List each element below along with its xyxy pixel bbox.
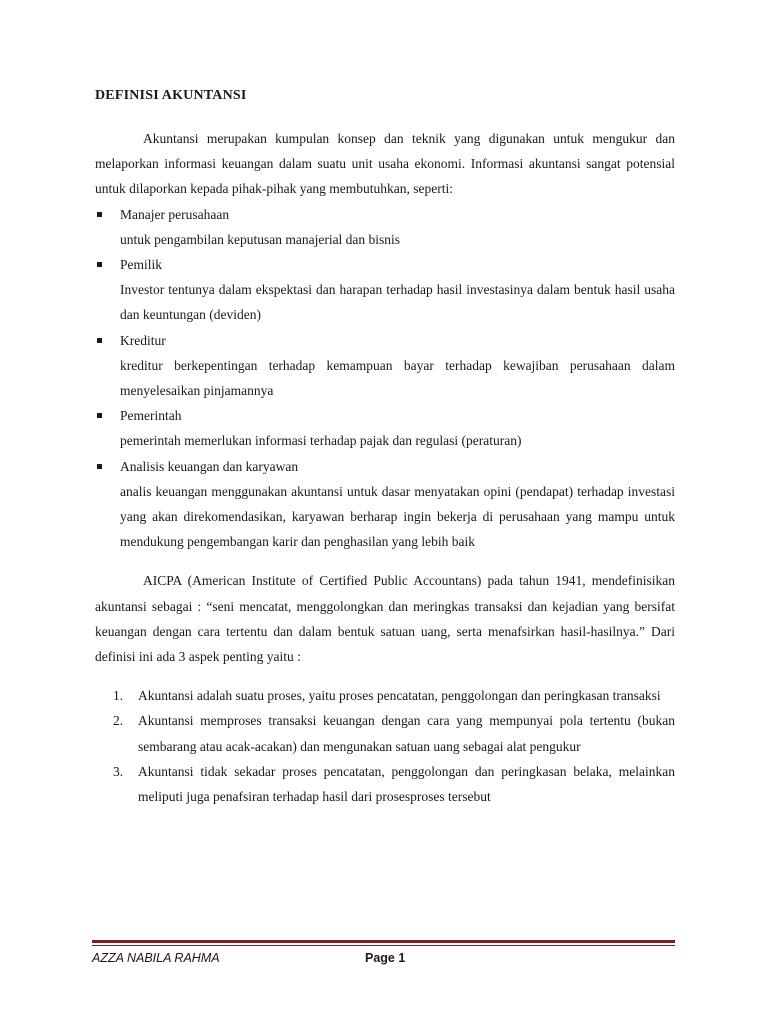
footer-author: AZZA NABILA RAHMA <box>92 951 220 965</box>
list-item-text: Akuntansi memproses transaksi keuangan dengan cara yang mempunyai pola tertentu (bukan sembarang atau acak-acakan) dan mengunakan satuan uang sebagai alat pengukur <box>138 713 675 754</box>
aicpa-paragraph: AICPA (American Institute of Certified Public Accountans) pada tahun 1941, mendefinisikan akuntansi sebagai : “seni mencatat, menggolongkan dan meringkas transaksi dan kejadian yang bersifat keuangan dengan cara tertentu dan dalam bentuk satuan uang, serta menafsirkan hasil-hasilnya.” Dari definisi ini ada 3 aspek penting yaitu : <box>95 573 675 665</box>
list-item <box>95 403 675 453</box>
list-number: 1. <box>113 688 124 704</box>
list-number: 3. <box>113 763 124 779</box>
list-item-title: Analisis keuangan dan karyawan <box>120 458 299 474</box>
list-item-description: analis keuangan menggunakan akuntansi untuk dasar menyatakan opini (pendapat) terhadap investasi yang akan direkomendasikan, karyawan berharap ingin bekerja di perusahaan yang mampu untuk mendukung pengembangan karir dan penghasilan yang lebih baik <box>120 483 675 550</box>
square-bullet-icon <box>97 262 102 267</box>
list-number: 2. <box>113 713 124 729</box>
page-title: DEFINISI AKUNTANSI <box>95 88 247 103</box>
list-item-text: Akuntansi adalah suatu proses, yaitu proses pencatatan, penggolongan dan peringkasan transaksi <box>138 688 661 704</box>
list-item-description: Investor tentunya dalam ekspektasi dan harapan terhadap hasil investasinya dalam bentuk hasil usaha dan keuntungan (deviden) <box>120 282 675 323</box>
list-item <box>95 683 675 708</box>
list-item-description: untuk pengambilan keputusan manajerial dan bisnis <box>120 231 401 247</box>
page-footer <box>92 940 675 971</box>
list-item-text: Akuntansi tidak sekadar proses pencatatan, penggolongan dan peringkasan belaka, melainkan meliputi juga penafsiran terhadap hasil dari prosesproses tersebut <box>138 763 675 805</box>
square-bullet-icon <box>97 464 102 469</box>
square-bullet-icon <box>97 212 102 217</box>
list-item-title: Pemilik <box>120 257 163 273</box>
list-item <box>95 708 675 758</box>
list-item-title: Manajer perusahaan <box>120 206 230 222</box>
list-item <box>95 454 675 555</box>
list-item <box>95 252 675 328</box>
list-item <box>95 328 675 404</box>
square-bullet-icon <box>97 413 102 418</box>
list-item-description: kreditur berkepentingan terhadap kemampuan bayar terhadap kewajiban perusahaan dalam menyelesaikan pinjamannya <box>120 357 675 399</box>
list-item-description: pemerintah memerlukan informasi terhadap pajak dan regulasi (peraturan) <box>120 433 522 449</box>
aspects-list <box>95 683 675 809</box>
footer-row <box>92 951 675 971</box>
list-item-title: Pemerintah <box>120 408 182 424</box>
list-item-title: Kreditur <box>120 332 166 348</box>
page-content <box>95 86 675 809</box>
square-bullet-icon <box>97 338 102 343</box>
footer-rule <box>92 940 675 943</box>
list-item <box>95 202 675 252</box>
list-item <box>95 759 675 809</box>
footer-rule-thin <box>92 945 675 946</box>
stakeholder-list <box>95 202 675 555</box>
page-number: Page 1 <box>365 951 406 965</box>
intro-paragraph: Akuntansi merupakan kumpulan konsep dan teknik yang digunakan untuk mengukur dan melaporkan informasi keuangan dalam suatu unit usaha ekonomi. Informasi akuntansi sangat potensial untuk dilaporkan kepada pihak-pihak yang membutuhkan, seperti: <box>95 131 675 197</box>
